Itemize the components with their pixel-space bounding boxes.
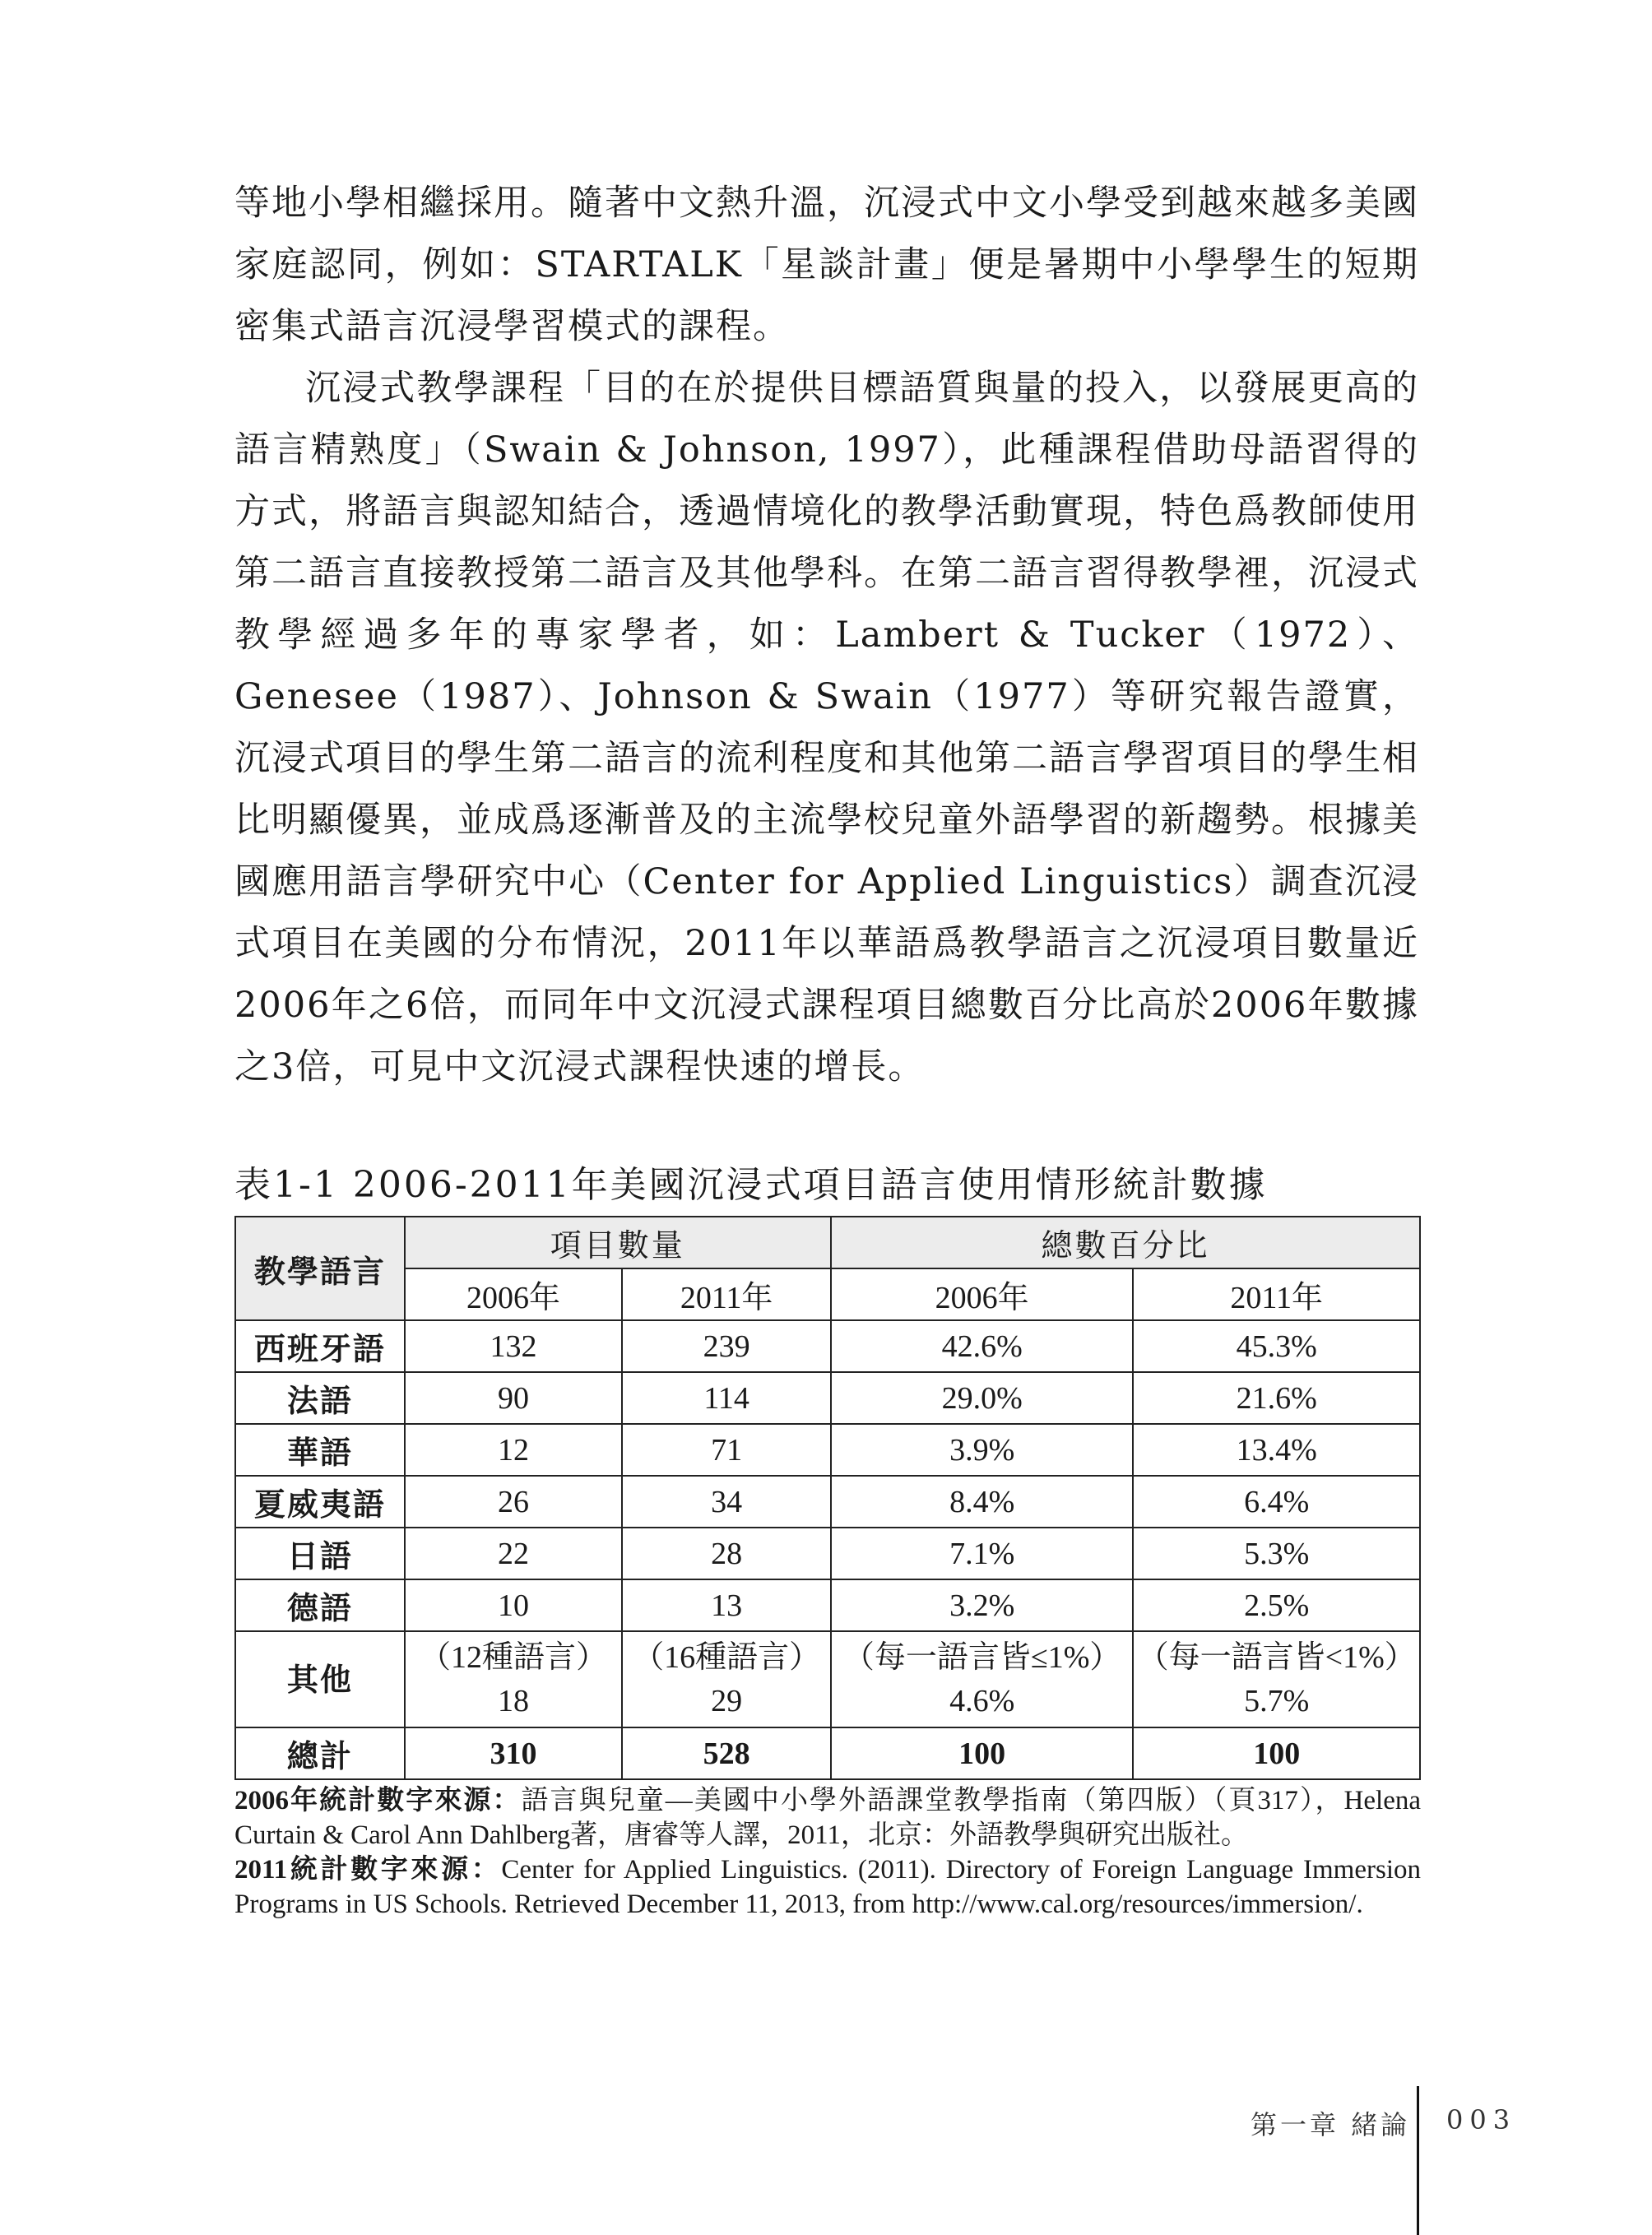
table-cell: 12 bbox=[405, 1424, 623, 1476]
table-cell: 3.2% bbox=[831, 1579, 1133, 1631]
header-percent: 總數百分比 bbox=[831, 1217, 1420, 1268]
table-cell: 90 bbox=[405, 1372, 623, 1424]
cell-value: 18 bbox=[497, 1683, 529, 1718]
statistics-table bbox=[234, 1216, 1421, 1780]
table-cell: 114 bbox=[622, 1372, 831, 1424]
table-cell: 45.3% bbox=[1133, 1320, 1420, 1372]
table-cell: 10 bbox=[405, 1579, 623, 1631]
table-cell: 3.9% bbox=[831, 1424, 1133, 1476]
table-cell bbox=[1133, 1631, 1420, 1727]
table-cell: 13.4% bbox=[1133, 1424, 1420, 1476]
source-note-label: 2006年統計數字來源： bbox=[234, 1786, 522, 1815]
table-cell: 26 bbox=[405, 1476, 623, 1528]
table-cell: 28 bbox=[622, 1528, 831, 1579]
table-cell: 239 bbox=[622, 1320, 831, 1372]
header-year: 2006年 bbox=[831, 1268, 1133, 1320]
header-language: 教學語言 bbox=[235, 1217, 405, 1320]
table-row bbox=[235, 1320, 1420, 1372]
paragraph-1: 等地小學相繼採用。隨著中文熱升溫，沉浸式中文小學受到越來越多美國家庭認同，例如：STARTALK「星談計畫」便是暑期中小學學生的短期密集式語言沉浸學習模式的課程。 bbox=[234, 183, 1419, 347]
row-language: 德語 bbox=[235, 1579, 405, 1631]
source-note-label: 2011統計數字來源： bbox=[234, 1855, 502, 1885]
table-row bbox=[235, 1476, 1420, 1528]
row-language: 西班牙語 bbox=[235, 1320, 405, 1372]
table-row bbox=[235, 1579, 1420, 1631]
cell-note: （16種語言） bbox=[633, 1639, 821, 1675]
table-cell bbox=[622, 1631, 831, 1727]
table-cell: 21.6% bbox=[1133, 1372, 1420, 1424]
table-row bbox=[235, 1372, 1420, 1424]
page-number: 003 bbox=[1446, 2104, 1517, 2135]
table-cell: 42.6% bbox=[831, 1320, 1133, 1372]
source-note bbox=[234, 1783, 1421, 1852]
table-cell: 8.4% bbox=[831, 1476, 1133, 1528]
table-cell: 6.4% bbox=[1133, 1476, 1420, 1528]
table-cell: 310 bbox=[405, 1727, 623, 1779]
footer-divider bbox=[1417, 2086, 1419, 2235]
cell-note: （每一語言皆<1%） bbox=[1137, 1639, 1416, 1675]
chapter-label: 第一章 緒論 bbox=[1251, 2109, 1411, 2140]
header-project-count: 項目數量 bbox=[405, 1217, 831, 1268]
row-language: 日語 bbox=[235, 1528, 405, 1579]
table-cell bbox=[831, 1631, 1133, 1727]
table-source-notes bbox=[234, 1783, 1421, 1922]
source-note-text: 語言與兒童—美國中小學外語課堂教學指南（第四版）（頁317），Helena Curtain & Carol Ann Dahlberg著，唐睿等人譯，2011，北京：外語教學與研究出版社。 bbox=[234, 1786, 1422, 1850]
table-year-row bbox=[235, 1268, 1420, 1320]
row-language: 華語 bbox=[235, 1424, 405, 1476]
header-year: 2006年 bbox=[405, 1268, 623, 1320]
cell-note: （12種語言） bbox=[419, 1639, 607, 1675]
row-language: 法語 bbox=[235, 1372, 405, 1424]
table-cell: 13 bbox=[622, 1579, 831, 1631]
table-cell: 100 bbox=[831, 1727, 1133, 1779]
cell-value: 29 bbox=[711, 1683, 743, 1718]
table-cell: 5.3% bbox=[1133, 1528, 1420, 1579]
table-cell: 29.0% bbox=[831, 1372, 1133, 1424]
row-language: 總計 bbox=[235, 1727, 405, 1779]
table-row bbox=[235, 1424, 1420, 1476]
table-header-row bbox=[235, 1217, 1420, 1268]
cell-value: 5.7% bbox=[1244, 1683, 1310, 1718]
row-language: 其他 bbox=[235, 1631, 405, 1727]
table-cell bbox=[405, 1631, 623, 1727]
table-cell: 34 bbox=[622, 1476, 831, 1528]
body-text bbox=[234, 173, 1419, 1098]
table-cell: 100 bbox=[1133, 1727, 1420, 1779]
source-note bbox=[234, 1852, 1421, 1922]
table-cell: 528 bbox=[622, 1727, 831, 1779]
source-note-text: Center for Applied Linguistics. (2011). Directory of Foreign Language Immersion Programs in US Schools. Retrieved December 11, 2013, from http://www.cal.org/resources/immersion/. bbox=[234, 1855, 1422, 1919]
cell-note: （每一語言皆≤1%） bbox=[842, 1639, 1121, 1675]
header-year: 2011年 bbox=[622, 1268, 831, 1320]
table-row-other bbox=[235, 1631, 1420, 1727]
paragraph-2: 沉浸式教學課程「目的在於提供目標語質與量的投入，以發展更高的語言精熟度」（Swain & Johnson, 1997），此種課程借助母語習得的方式，將語言與認知結合，透過情境化的教學活動實現，特色爲教師使用第二語言直接教授第二語言及其他學科。在第二語言習得教學裡，沉浸式教學經過多年的專家學者，如：Lambert & Tucker（1972）、Genesee（1987）、Johnson & Swain（1977）等研究報告證實，沉浸式項目的學生第二語言的流利程度和其他第二語言學習項目的學生相比明顯優異，並成爲逐漸普及的主流學校兒童外語學習的新趨勢。根據美國應用語言學研究中心（Center for Applied Linguistics）調查沉浸式項目在美國的分布情況，2011年以華語爲教學語言之沉浸項目數量近2006年之6倍，而同年中文沉浸式課程項目總數百分比高於2006年數據之3倍，可見中文沉浸式課程快速的增長。 bbox=[234, 368, 1419, 1087]
table-cell: 22 bbox=[405, 1528, 623, 1579]
table-cell: 132 bbox=[405, 1320, 623, 1372]
table-cell: 7.1% bbox=[831, 1528, 1133, 1579]
table-row-total bbox=[235, 1727, 1420, 1779]
table-cell: 2.5% bbox=[1133, 1579, 1420, 1631]
cell-value: 4.6% bbox=[949, 1683, 1015, 1718]
table-title: 表1-1 2006-2011年美國沉浸式項目語言使用情形統計數據 bbox=[234, 1164, 1268, 1206]
header-year: 2011年 bbox=[1133, 1268, 1420, 1320]
table-row bbox=[235, 1528, 1420, 1579]
table-cell: 71 bbox=[622, 1424, 831, 1476]
row-language: 夏威夷語 bbox=[235, 1476, 405, 1528]
